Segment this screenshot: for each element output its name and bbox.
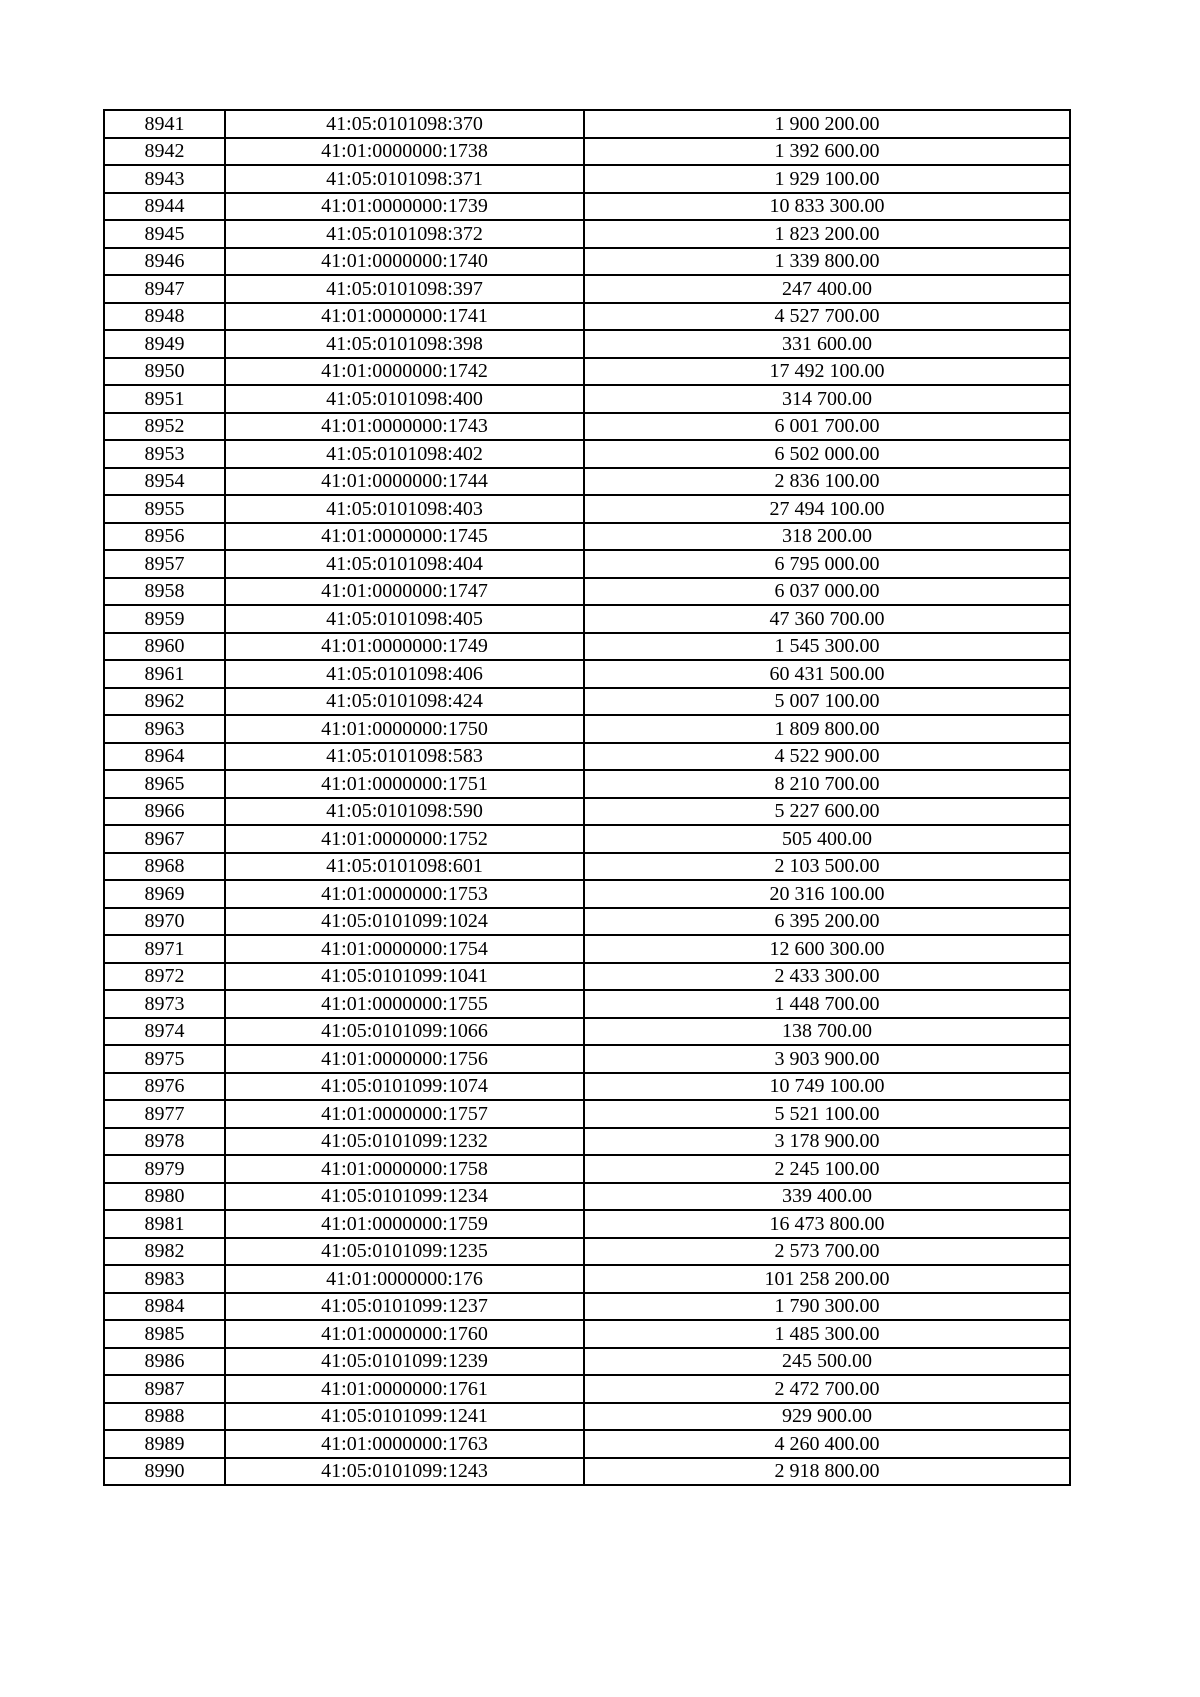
cadastral-value-cell: 3 178 900.00 [584,1128,1070,1156]
cadastral-number-cell: 41:05:0101098:406 [225,660,584,688]
row-number-cell: 8957 [104,550,225,578]
cadastral-number-cell: 41:05:0101098:405 [225,605,584,633]
cadastral-number-cell: 41:01:0000000:1763 [225,1430,584,1458]
cadastral-number-cell: 41:01:0000000:1745 [225,523,584,551]
cadastral-number-cell: 41:01:0000000:1751 [225,770,584,798]
cadastral-value-cell: 1 392 600.00 [584,138,1070,166]
cadastral-number-cell: 41:05:0101099:1041 [225,963,584,991]
row-number-cell: 8944 [104,193,225,221]
cadastral-number-cell: 41:01:0000000:1757 [225,1100,584,1128]
row-number-cell: 8961 [104,660,225,688]
cadastral-value-cell: 2 433 300.00 [584,963,1070,991]
table-row [104,743,1070,771]
table-row [104,1403,1070,1431]
cadastral-number-cell: 41:01:0000000:1756 [225,1045,584,1073]
cadastral-value-cell: 60 431 500.00 [584,660,1070,688]
cadastral-value-table [103,109,1071,1486]
cadastral-number-cell: 41:01:0000000:1747 [225,578,584,606]
cadastral-value-cell: 5 007 100.00 [584,688,1070,716]
table-row [104,825,1070,853]
table-row [104,193,1070,221]
cadastral-value-cell: 16 473 800.00 [584,1210,1070,1238]
cadastral-value-cell: 27 494 100.00 [584,495,1070,523]
row-number-cell: 8953 [104,440,225,468]
row-number-cell: 8941 [104,110,225,138]
row-number-cell: 8973 [104,990,225,1018]
row-number-cell: 8962 [104,688,225,716]
cadastral-value-cell: 4 522 900.00 [584,743,1070,771]
row-number-cell: 8948 [104,303,225,331]
cadastral-number-cell: 41:05:0101099:1235 [225,1238,584,1266]
table-body [104,110,1070,1485]
row-number-cell: 8985 [104,1320,225,1348]
cadastral-number-cell: 41:01:0000000:1755 [225,990,584,1018]
cadastral-number-cell: 41:05:0101098:590 [225,798,584,826]
table-row [104,1045,1070,1073]
row-number-cell: 8942 [104,138,225,166]
row-number-cell: 8966 [104,798,225,826]
cadastral-value-cell: 929 900.00 [584,1403,1070,1431]
cadastral-value-cell: 5 521 100.00 [584,1100,1070,1128]
row-number-cell: 8947 [104,275,225,303]
cadastral-number-cell: 41:01:0000000:1759 [225,1210,584,1238]
cadastral-number-cell: 41:05:0101099:1074 [225,1073,584,1101]
row-number-cell: 8963 [104,715,225,743]
row-number-cell: 8976 [104,1073,225,1101]
row-number-cell: 8972 [104,963,225,991]
cadastral-value-cell: 247 400.00 [584,275,1070,303]
table-row [104,468,1070,496]
cadastral-value-cell: 6 001 700.00 [584,413,1070,441]
row-number-cell: 8990 [104,1458,225,1486]
table-row [104,1348,1070,1376]
row-number-cell: 8988 [104,1403,225,1431]
table-row [104,1265,1070,1293]
cadastral-value-cell: 4 527 700.00 [584,303,1070,331]
table-row [104,358,1070,386]
cadastral-value-cell: 3 903 900.00 [584,1045,1070,1073]
table-row [104,853,1070,881]
cadastral-number-cell: 41:05:0101099:1243 [225,1458,584,1486]
cadastral-value-cell: 1 809 800.00 [584,715,1070,743]
cadastral-number-cell: 41:05:0101099:1232 [225,1128,584,1156]
table-row [104,1293,1070,1321]
cadastral-value-cell: 6 795 000.00 [584,550,1070,578]
row-number-cell: 8955 [104,495,225,523]
row-number-cell: 8981 [104,1210,225,1238]
cadastral-value-cell: 2 103 500.00 [584,853,1070,881]
row-number-cell: 8977 [104,1100,225,1128]
cadastral-value-cell: 6 502 000.00 [584,440,1070,468]
row-number-cell: 8964 [104,743,225,771]
cadastral-number-cell: 41:05:0101098:398 [225,330,584,358]
cadastral-value-cell: 505 400.00 [584,825,1070,853]
cadastral-number-cell: 41:05:0101099:1024 [225,908,584,936]
table-row [104,798,1070,826]
table-row [104,523,1070,551]
table-row [104,1210,1070,1238]
table-row [104,715,1070,743]
cadastral-value-cell: 1 823 200.00 [584,220,1070,248]
table-row [104,578,1070,606]
cadastral-value-cell: 339 400.00 [584,1183,1070,1211]
cadastral-number-cell: 41:01:0000000:1742 [225,358,584,386]
cadastral-value-cell: 2 836 100.00 [584,468,1070,496]
cadastral-number-cell: 41:05:0101098:404 [225,550,584,578]
table-row [104,688,1070,716]
table-row [104,440,1070,468]
row-number-cell: 8971 [104,935,225,963]
cadastral-number-cell: 41:01:0000000:1740 [225,248,584,276]
table-row [104,385,1070,413]
table-row [104,413,1070,441]
cadastral-value-cell: 12 600 300.00 [584,935,1070,963]
cadastral-value-cell: 10 749 100.00 [584,1073,1070,1101]
table-row [104,165,1070,193]
cadastral-value-cell: 47 360 700.00 [584,605,1070,633]
cadastral-value-cell: 331 600.00 [584,330,1070,358]
table-row [104,303,1070,331]
cadastral-value-cell: 20 316 100.00 [584,880,1070,908]
row-number-cell: 8945 [104,220,225,248]
row-number-cell: 8967 [104,825,225,853]
table-row [104,1238,1070,1266]
cadastral-number-cell: 41:05:0101098:397 [225,275,584,303]
row-number-cell: 8950 [104,358,225,386]
row-number-cell: 8954 [104,468,225,496]
cadastral-number-cell: 41:01:0000000:1741 [225,303,584,331]
cadastral-number-cell: 41:05:0101098:371 [225,165,584,193]
cadastral-number-cell: 41:05:0101098:370 [225,110,584,138]
table-row [104,1018,1070,1046]
row-number-cell: 8951 [104,385,225,413]
row-number-cell: 8960 [104,633,225,661]
row-number-cell: 8965 [104,770,225,798]
cadastral-value-cell: 1 900 200.00 [584,110,1070,138]
table-row [104,660,1070,688]
table-row [104,138,1070,166]
table-row [104,110,1070,138]
table-row [104,1458,1070,1486]
table-row [104,880,1070,908]
table-row [104,605,1070,633]
cadastral-number-cell: 41:05:0101098:601 [225,853,584,881]
table-row [104,330,1070,358]
cadastral-number-cell: 41:05:0101098:424 [225,688,584,716]
table-row [104,1100,1070,1128]
cadastral-number-cell: 41:01:0000000:176 [225,1265,584,1293]
cadastral-value-cell: 1 339 800.00 [584,248,1070,276]
cadastral-value-cell: 8 210 700.00 [584,770,1070,798]
cadastral-value-cell: 1 790 300.00 [584,1293,1070,1321]
table-row [104,908,1070,936]
cadastral-value-cell: 1 545 300.00 [584,633,1070,661]
row-number-cell: 8952 [104,413,225,441]
row-number-cell: 8989 [104,1430,225,1458]
row-number-cell: 8983 [104,1265,225,1293]
table-row [104,633,1070,661]
row-number-cell: 8975 [104,1045,225,1073]
cadastral-number-cell: 41:01:0000000:1738 [225,138,584,166]
row-number-cell: 8978 [104,1128,225,1156]
cadastral-value-cell: 1 485 300.00 [584,1320,1070,1348]
table-row [104,1430,1070,1458]
cadastral-value-cell: 17 492 100.00 [584,358,1070,386]
cadastral-value-cell: 5 227 600.00 [584,798,1070,826]
table-row [104,275,1070,303]
cadastral-number-cell: 41:01:0000000:1750 [225,715,584,743]
table-row [104,1375,1070,1403]
cadastral-value-cell: 314 700.00 [584,385,1070,413]
cadastral-value-cell: 6 037 000.00 [584,578,1070,606]
cadastral-number-cell: 41:05:0101098:402 [225,440,584,468]
cadastral-number-cell: 41:05:0101099:1239 [225,1348,584,1376]
cadastral-value-cell: 1 448 700.00 [584,990,1070,1018]
cadastral-value-cell: 2 472 700.00 [584,1375,1070,1403]
cadastral-number-cell: 41:05:0101098:403 [225,495,584,523]
cadastral-number-cell: 41:01:0000000:1752 [225,825,584,853]
cadastral-number-cell: 41:01:0000000:1739 [225,193,584,221]
cadastral-value-cell: 2 245 100.00 [584,1155,1070,1183]
cadastral-number-cell: 41:05:0101099:1066 [225,1018,584,1046]
cadastral-number-cell: 41:01:0000000:1753 [225,880,584,908]
cadastral-value-cell: 2 573 700.00 [584,1238,1070,1266]
table-row [104,963,1070,991]
table-row [104,550,1070,578]
row-number-cell: 8984 [104,1293,225,1321]
cadastral-value-cell: 138 700.00 [584,1018,1070,1046]
cadastral-number-cell: 41:05:0101099:1241 [225,1403,584,1431]
table-row [104,248,1070,276]
row-number-cell: 8949 [104,330,225,358]
cadastral-value-cell: 1 929 100.00 [584,165,1070,193]
table-row [104,1183,1070,1211]
row-number-cell: 8970 [104,908,225,936]
row-number-cell: 8959 [104,605,225,633]
row-number-cell: 8956 [104,523,225,551]
row-number-cell: 8969 [104,880,225,908]
cadastral-number-cell: 41:05:0101098:372 [225,220,584,248]
row-number-cell: 8968 [104,853,225,881]
table-row [104,1320,1070,1348]
row-number-cell: 8958 [104,578,225,606]
row-number-cell: 8980 [104,1183,225,1211]
cadastral-value-cell: 6 395 200.00 [584,908,1070,936]
cadastral-value-cell: 2 918 800.00 [584,1458,1070,1486]
table-row [104,495,1070,523]
cadastral-value-cell: 4 260 400.00 [584,1430,1070,1458]
row-number-cell: 8987 [104,1375,225,1403]
cadastral-value-cell: 101 258 200.00 [584,1265,1070,1293]
cadastral-number-cell: 41:01:0000000:1744 [225,468,584,496]
row-number-cell: 8974 [104,1018,225,1046]
row-number-cell: 8946 [104,248,225,276]
cadastral-number-cell: 41:01:0000000:1743 [225,413,584,441]
cadastral-number-cell: 41:01:0000000:1754 [225,935,584,963]
cadastral-number-cell: 41:05:0101098:583 [225,743,584,771]
table-row [104,1155,1070,1183]
row-number-cell: 8943 [104,165,225,193]
table-row [104,1073,1070,1101]
cadastral-value-cell: 318 200.00 [584,523,1070,551]
row-number-cell: 8982 [104,1238,225,1266]
cadastral-value-cell: 10 833 300.00 [584,193,1070,221]
cadastral-number-cell: 41:05:0101099:1234 [225,1183,584,1211]
table-row [104,935,1070,963]
table-row [104,220,1070,248]
cadastral-value-cell: 245 500.00 [584,1348,1070,1376]
table-row [104,770,1070,798]
row-number-cell: 8986 [104,1348,225,1376]
cadastral-number-cell: 41:01:0000000:1760 [225,1320,584,1348]
cadastral-number-cell: 41:01:0000000:1761 [225,1375,584,1403]
row-number-cell: 8979 [104,1155,225,1183]
table-row [104,1128,1070,1156]
cadastral-number-cell: 41:05:0101098:400 [225,385,584,413]
table-row [104,990,1070,1018]
cadastral-number-cell: 41:05:0101099:1237 [225,1293,584,1321]
cadastral-number-cell: 41:01:0000000:1758 [225,1155,584,1183]
cadastral-number-cell: 41:01:0000000:1749 [225,633,584,661]
